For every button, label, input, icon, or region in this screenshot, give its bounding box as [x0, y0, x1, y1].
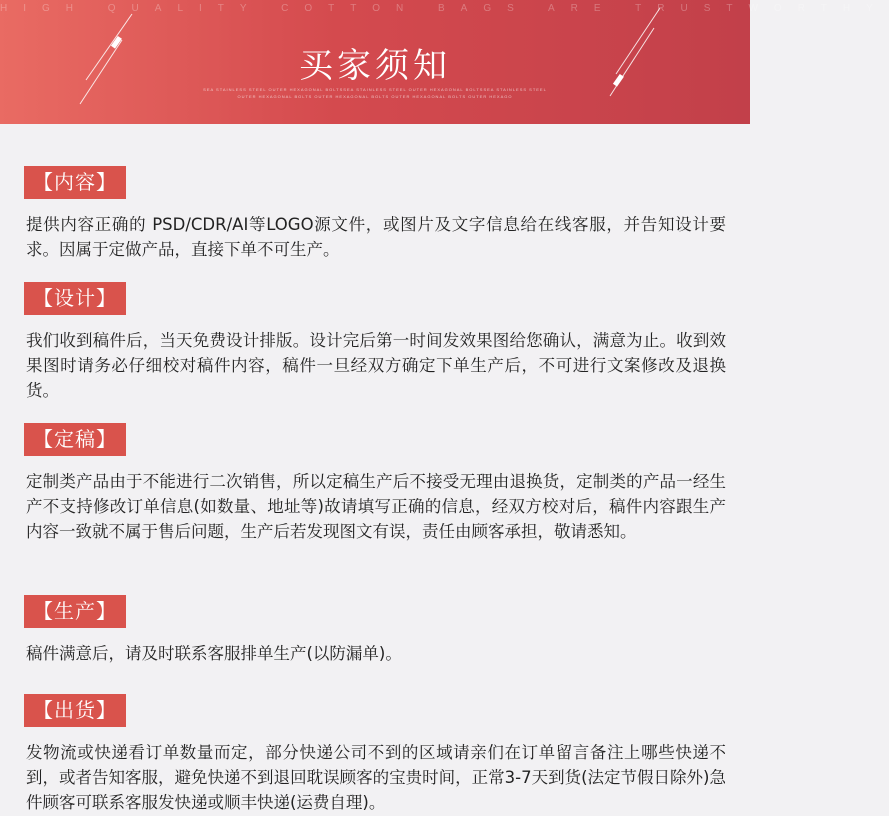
section-tag: 【生产】 — [24, 595, 126, 628]
notice-content — [0, 124, 750, 816]
page-title: 买家须知 — [299, 46, 451, 86]
section-tag: 【出货】 — [24, 694, 126, 727]
right-slash-decoration — [604, 0, 664, 110]
section-text: 稿件满意后，请及时联系客服排单生产(以防漏单)。 — [26, 644, 402, 663]
section-tag: 【定稿】 — [24, 423, 126, 456]
section-text: 发物流或快递看订单数量而定，部分快递公司不到的区域请亲们在订单留言备注上哪些快递不到，或者告知客服，避免快递不到退回耽误顾客的宝贵时间，正常3-7天到货(法定节假日除外)急件顾客可联系客服发快递或顺丰快递(运费自理)。 — [26, 743, 726, 812]
section-text: 定制类产品由于不能进行二次销售，所以定稿生产后不接受无理由退换货，定制类的产品一经生产不支持修改订单信息(如数量、地址等)故请填写正确的信息，经双方校对后，稿件内容跟生产内容一致就不属于售后问题，生产后若发现图文有误，责任由顾客承担，敬请悉知。 — [26, 472, 726, 541]
banner-subtext: SEA STAINLESS STEEL OUTER HEXAGONAL BOLTSSEA STAINLESS STEEL OUTER HEXAGONAL BOLTSSEA STAINLESS STEEL OUTER HEXAGONAL BOLTS OUTER HEXAGONAL BOLTS OUTER HEXAGONAL BOLTS OUTER HEXAGO — [203, 87, 547, 99]
banner-watermark-text: HIGH QUALITY COTTON BAGS ARE TRUSTWORTHY — [0, 3, 889, 14]
header-banner — [0, 0, 889, 124]
section-text: 我们收到稿件后，当天免费设计排版。设计完后第一时间发效果图给您确认，满意为止。收到效果图时请务必仔细校对稿件内容，稿件一旦经双方确定下单生产后，不可进行文案修改及退换货。 — [26, 331, 726, 400]
section-tag: 【设计】 — [24, 282, 126, 315]
section-tag: 【内容】 — [24, 166, 126, 199]
section-text: 提供内容正确的 PSD/CDR/AI等LOGO源文件，或图片及文字信息给在线客服，并告知设计要求。因属于定做产品，直接下单不可生产。 — [26, 215, 726, 259]
